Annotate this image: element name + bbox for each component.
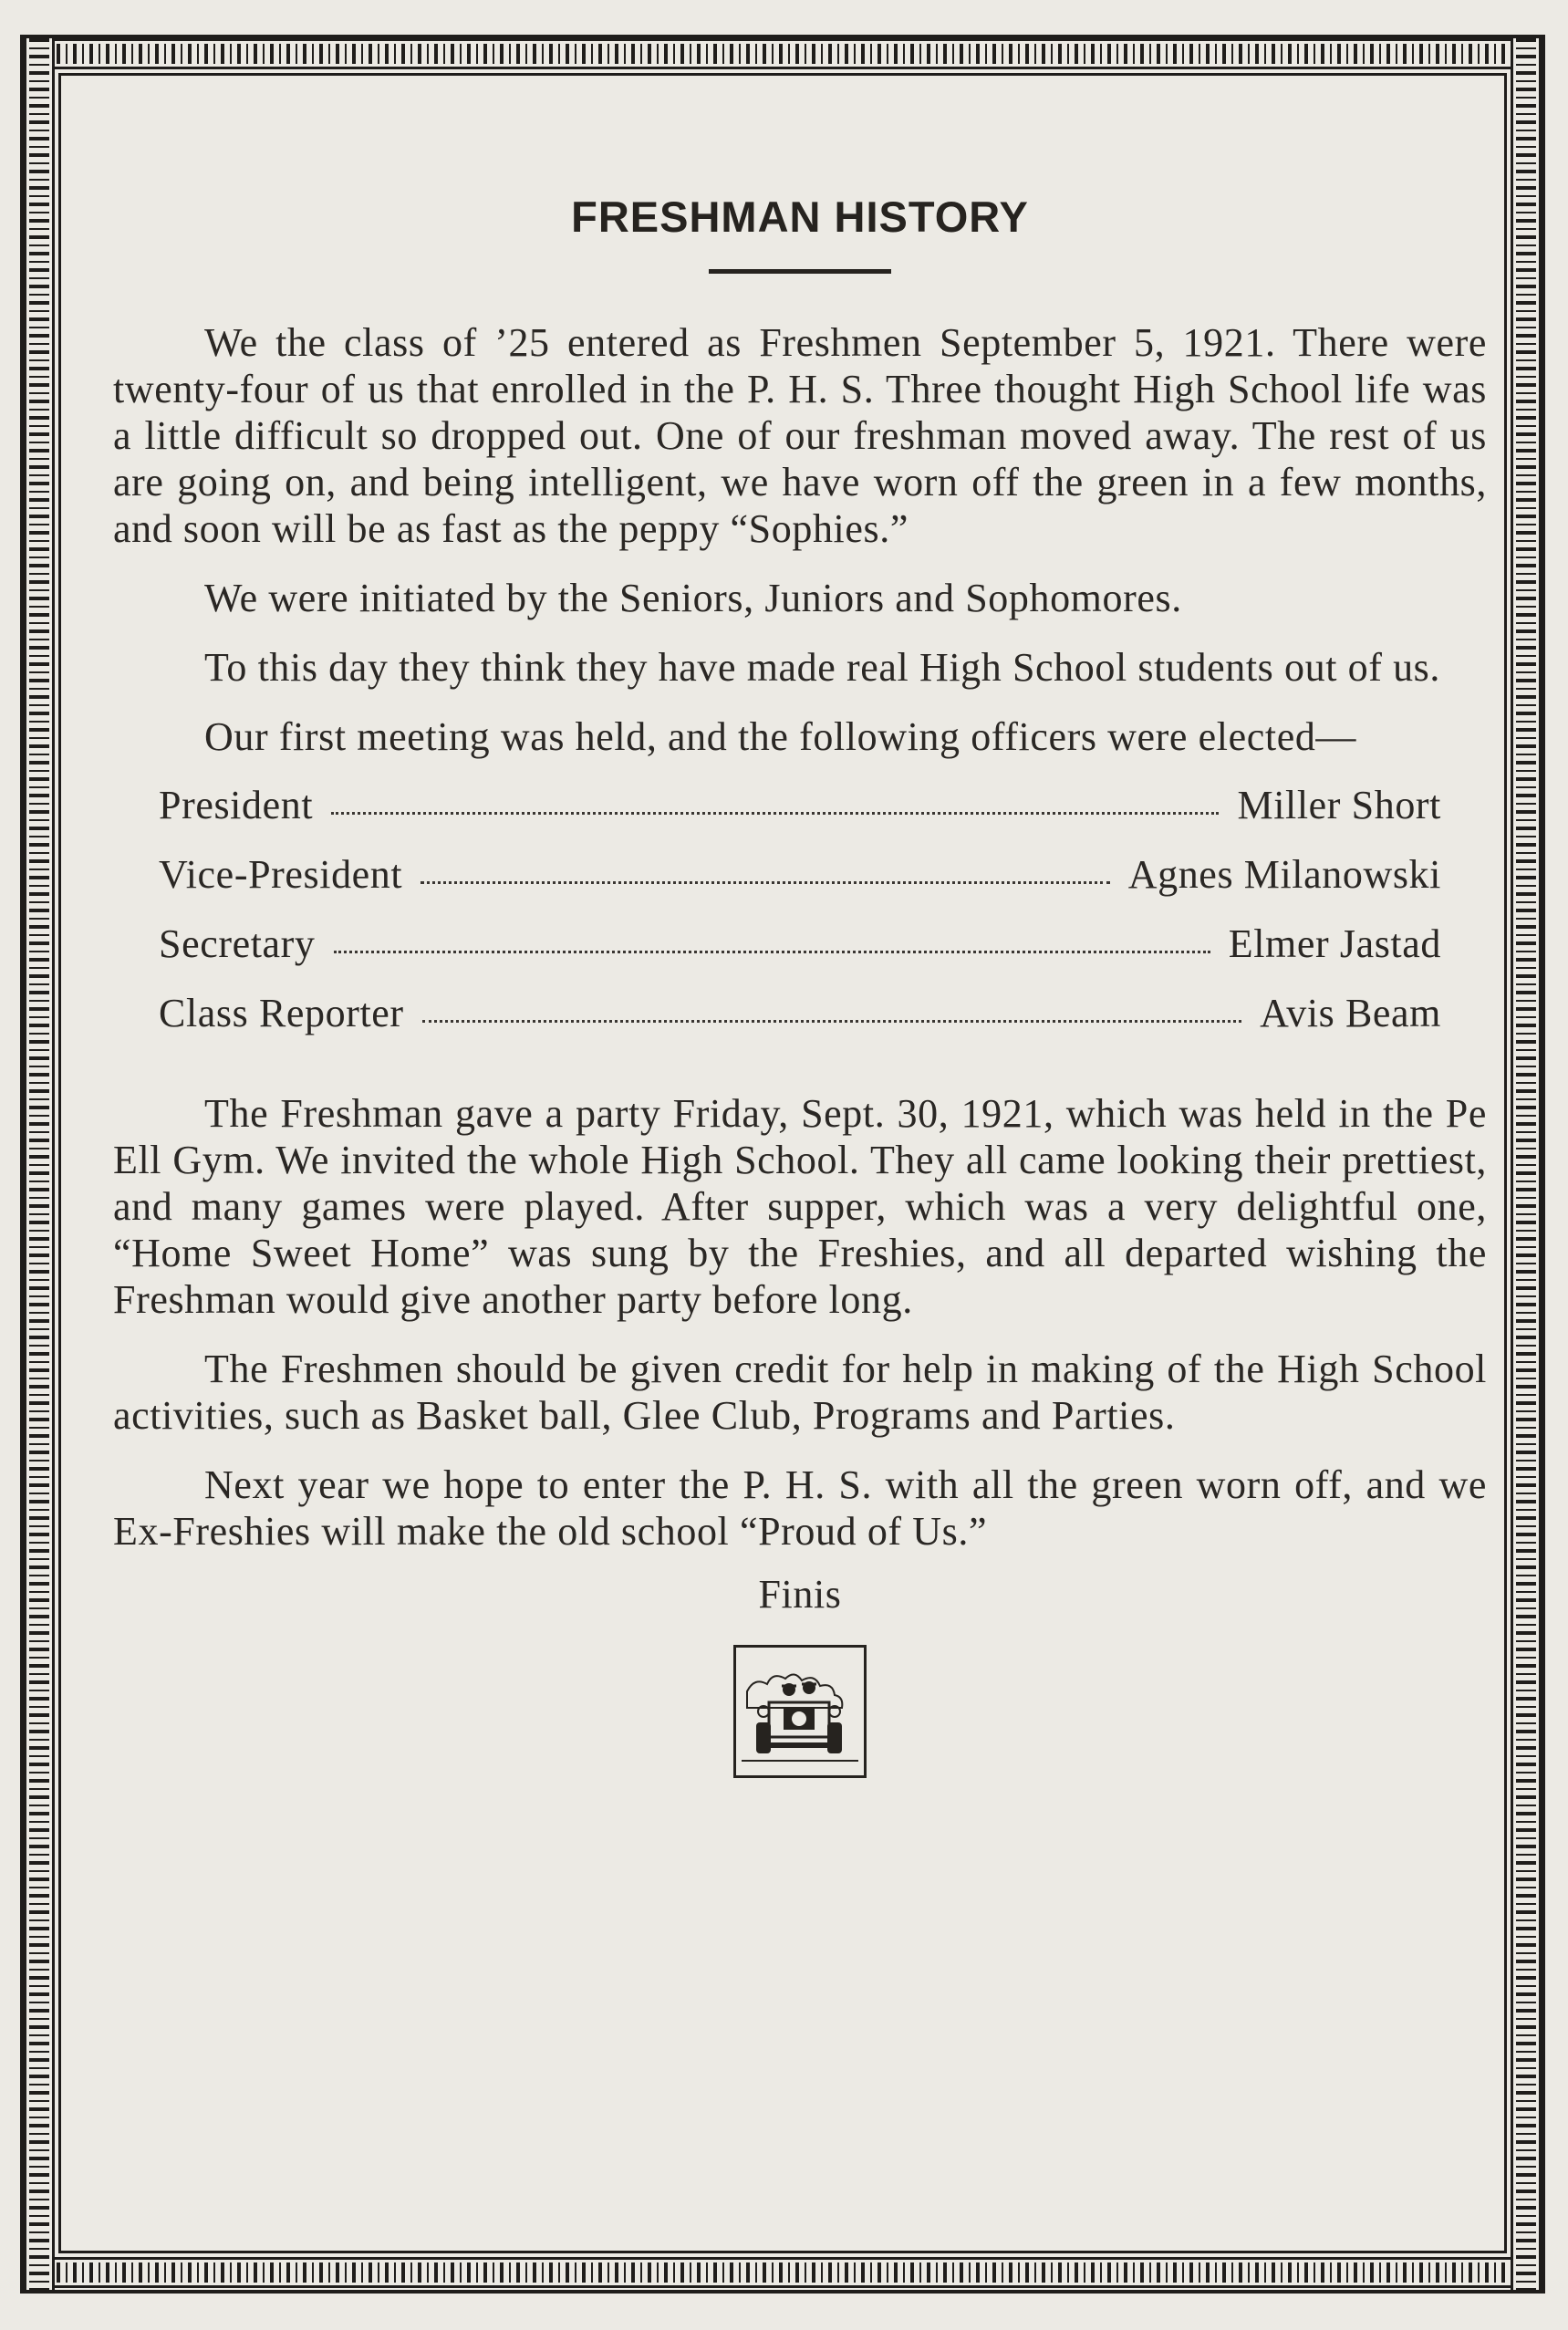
officer-name: Elmer Jastad xyxy=(1228,921,1441,966)
officer-role: Class Reporter xyxy=(159,991,404,1035)
officer-row xyxy=(159,851,1441,921)
officers-list xyxy=(159,782,1441,1059)
officer-role: Vice-President xyxy=(159,852,403,897)
dot-leader xyxy=(421,881,1110,884)
paragraph: We the class of ’25 entered as Freshmen September 5, 1921. There were twenty-four of us that enrolled in the P. H. S. Three thought High School life was a little difficult so dropped out. One of our freshman moved away. The rest of us are going on, and being intelligent, we have worn off the green in a few months, and soon will be as fast as the peppy “Sophies.” xyxy=(113,320,1487,551)
paragraph: Our first meeting was held, and the following officers were elected— xyxy=(204,714,1357,759)
paragraph: We were initiated by the Seniors, Juniors and Sophomores. xyxy=(204,576,1182,620)
paragraph: The Freshman gave a party Friday, Sept. 30, 1921, which was held in the Pe Ell Gym. We invited the whole High School. They all came looking their prettiest, and many games were played. After supper, which was a very delightful one, “Home Sweet Home” was sung by the Freshies, and all departed wishing the Freshman would give another party before long. xyxy=(113,1091,1487,1322)
ornamental-border-top xyxy=(24,38,1542,69)
dot-leader xyxy=(331,812,1219,815)
paragraph: The Freshmen should be given credit for help in making of the High School activities, such as Basket ball, Glee Club, Programs and Parties. xyxy=(113,1347,1487,1438)
dot-leader xyxy=(422,1020,1241,1023)
officer-name: Miller Short xyxy=(1237,783,1441,827)
officer-name: Agnes Milanowski xyxy=(1127,852,1441,897)
closing-word: Finis xyxy=(758,1572,842,1617)
paragraph: Next year we hope to enter the P. H. S. with all the green worn off, and we Ex-Freshies will make the old school “Proud of Us.” xyxy=(113,1462,1487,1554)
officer-role: President xyxy=(159,783,314,827)
title-underline xyxy=(709,269,891,274)
ornamental-border-bottom xyxy=(24,2257,1542,2288)
officer-name: Avis Beam xyxy=(1260,991,1441,1035)
officer-row xyxy=(159,782,1441,851)
paragraph: To this day they think they have made real High School students out of us. xyxy=(204,645,1440,690)
vintage-car-icon xyxy=(733,1645,867,1778)
page-title: FRESHMAN HISTORY xyxy=(571,192,1029,241)
officer-row xyxy=(159,990,1441,1059)
ornamental-border-left xyxy=(24,38,55,2290)
dot-leader xyxy=(334,951,1210,953)
page-content xyxy=(113,192,1487,1778)
ornamental-border-right xyxy=(1511,38,1542,2290)
officer-row xyxy=(159,921,1441,990)
officer-role: Secretary xyxy=(159,921,316,966)
